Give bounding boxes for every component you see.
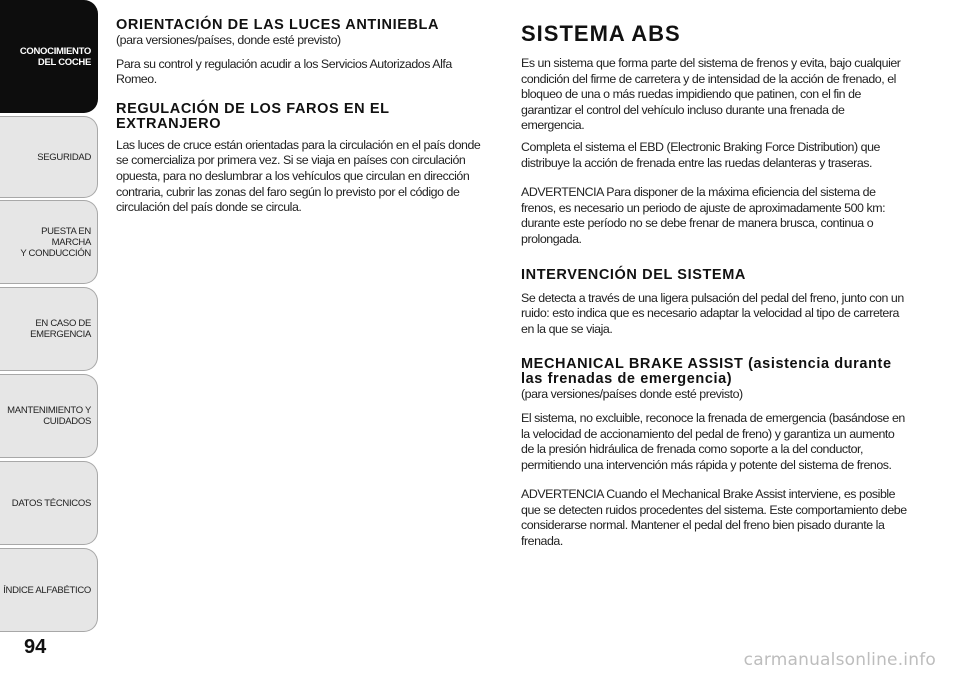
paragraph-advertencia-ajuste: ADVERTENCIA Para disponer de la máxima eficiencia del sistema de frenos, es necesario un periodo de ajuste de aproximadamente 500 km: durante este período no se debe frenar de manera brusca, continua o prolongada.: [521, 185, 886, 246]
tab-label: CONOCIMIENTO DEL COCHE: [19, 45, 91, 68]
page-number: 94: [24, 636, 47, 658]
paragraph-ebd: Completa el sistema el EBD (Electronic Braking Force Distribution) que distribuye la acción de frenada entre las ruedas delanteras y traseras.: [521, 139, 880, 170]
paragraph-abs-descripcion: Es un sistema que forma parte del sistema de frenos y evita, bajo cualquier condición del firme de carretera y de intensidad de la acción de frenado, el bloqueo de una o más ruedas impidiendo que patinen, con el fin de garantizar el control del vehículo incluso durante una frenada de emergencia.: [521, 56, 901, 133]
paragraph-advertencia-mba: ADVERTENCIA Cuando el Mechanical Brake Assist interviene, es posible que se detecten ruidos procedentes del sistema. Este comportamiento debe considerarse normal. Mantener el pedal del freno bien pisado durante la frenada.: [521, 487, 907, 549]
tab-label: EN CASO DE EMERGENCIA: [30, 318, 91, 340]
paragraph-luces-de-cruce: Las luces de cruce están orientadas para la circulación en el país donde se comercializa por primera vez. Si se viaja en países con circulación opuesta, para no deslumbrar a los vehículos que circulan en dirección contraria, cubrir las zonas del faro según lo previsto por el código de circulación del país donde se circula.: [116, 137, 481, 215]
heading-orientacion-luces-antiniebla: ORIENTACIÓN DE LAS LUCES ANTINIEBLA: [116, 17, 440, 33]
paragraph-control-regulacion: Para su control y regulación acudir a los Servicios Autorizados Alfa Romeo.: [116, 56, 452, 87]
tab-indice-alfabetico[interactable]: [0, 548, 98, 632]
chapter-sidebar: [0, 0, 100, 686]
left-column: [116, 18, 484, 222]
tab-label: SEGURIDAD: [37, 151, 91, 163]
tab-datos-tecnicos[interactable]: [0, 461, 98, 545]
tab-label: MANTENIMIENTO Y CUIDADOS: [7, 405, 91, 427]
tab-label: ÍNDICE ALFABÉTICO: [3, 584, 91, 596]
tab-en-caso-de-emergencia[interactable]: [0, 287, 98, 371]
tab-mantenimiento-y-cuidados[interactable]: [0, 374, 98, 458]
subtitle-versiones-mba: (para versiones/países donde esté previsto): [521, 387, 743, 402]
heading-sistema-abs: SISTEMA ABS: [521, 21, 681, 46]
right-column: [521, 18, 909, 556]
tab-seguridad[interactable]: [0, 116, 98, 198]
heading-regulacion-faros-extranjero: REGULACIÓN DE LOS FAROS EN EL EXTRANJERO: [116, 100, 390, 132]
subtitle-versiones: (para versiones/países, donde esté previsto): [116, 33, 341, 47]
tab-label: PUESTA EN MARCHA Y CONDUCCIÓN: [20, 225, 91, 259]
watermark: carmanualsonline.info: [743, 650, 936, 670]
paragraph-mba-descripcion: El sistema, no excluible, reconoce la frenada de emergencia (basándose en la velocidad de accionamiento del pedal de freno) y garantiza un aumento de la presión hidráulica de frenada como soporte a la del conductor, permitiendo una intervención más rápida y potente del sistema de frenos.: [521, 410, 905, 472]
tab-puesta-en-marcha[interactable]: [0, 200, 98, 284]
tab-label: DATOS TÉCNICOS: [11, 497, 91, 509]
paragraph-intervencion: Se detecta a través de una ligera pulsación del pedal del freno, junto con un ruido: esto indica que es necesario adaptar la velocidad al tipo de carretera en la que se viaja.: [521, 290, 904, 336]
heading-mechanical-brake-assist: MECHANICAL BRAKE ASSIST (asistencia durante las frenadas de emergencia): [521, 356, 892, 388]
tab-conocimiento-del-coche[interactable]: [0, 0, 98, 113]
heading-intervencion-sistema: INTERVENCIÓN DEL SISTEMA: [521, 266, 746, 283]
